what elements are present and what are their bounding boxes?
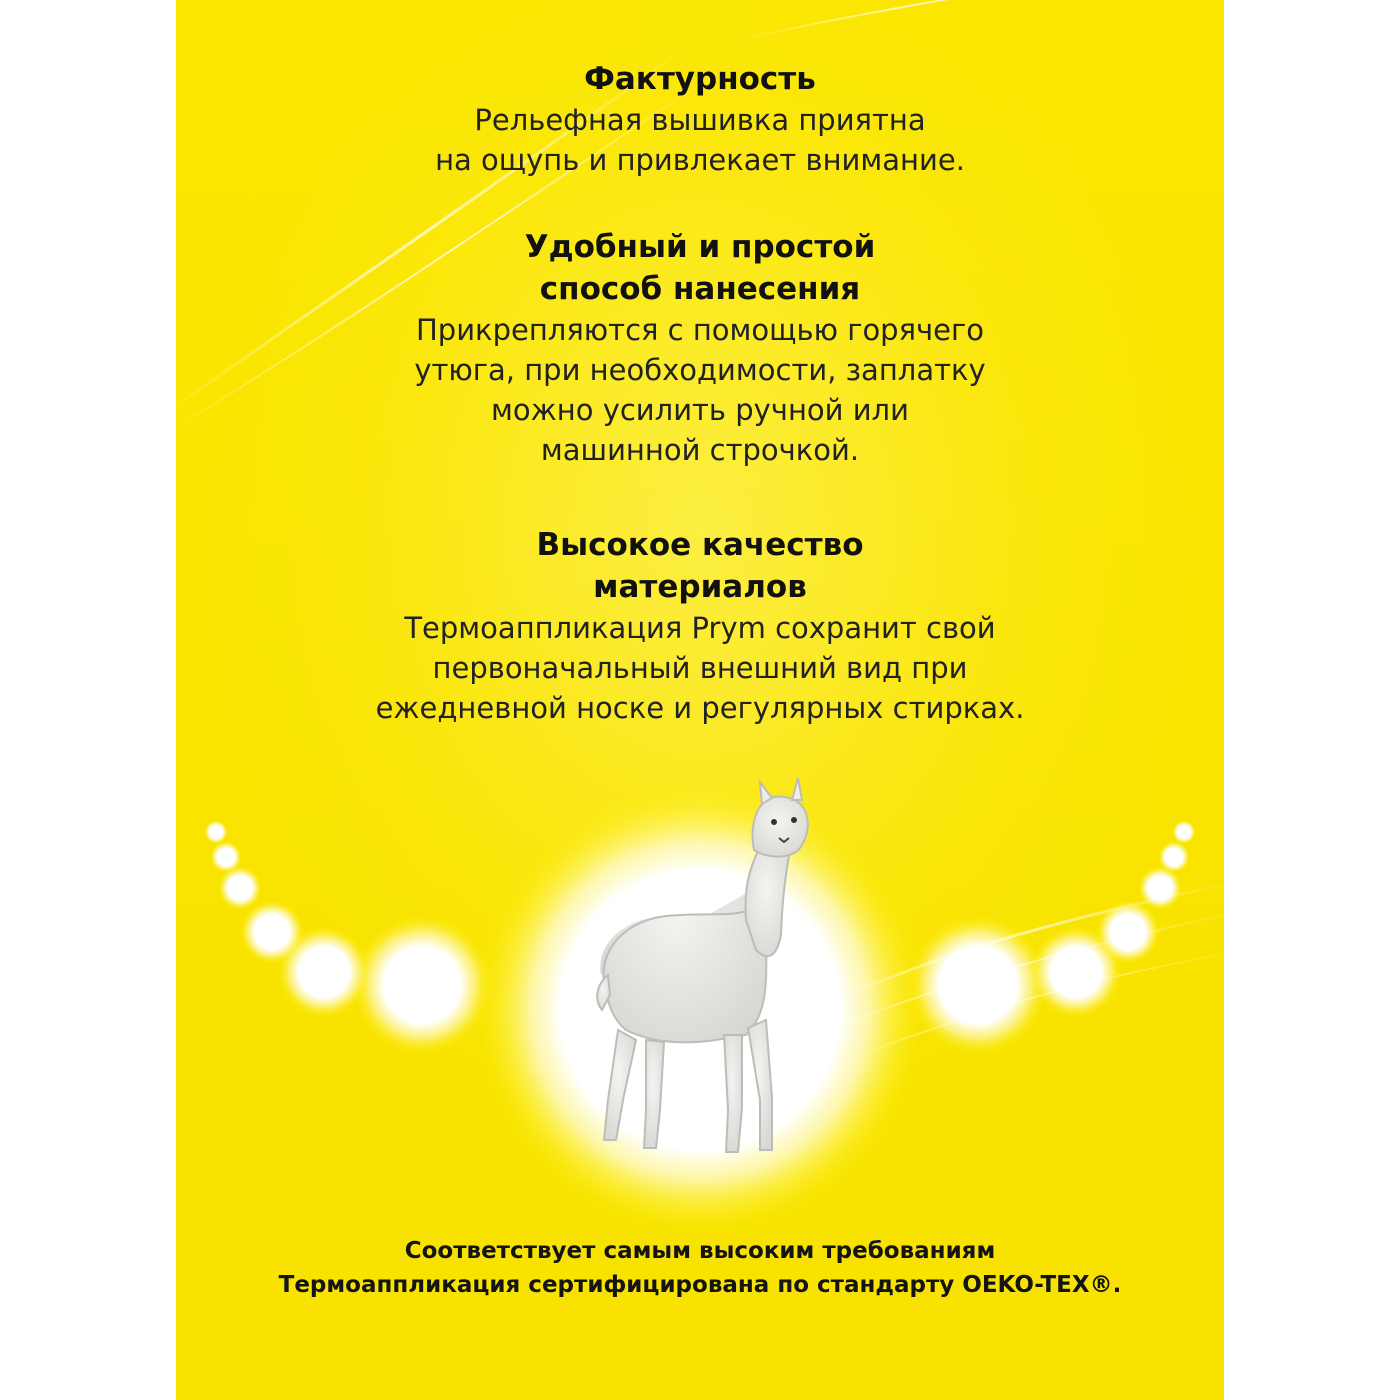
heading-line: Фактурность bbox=[584, 61, 816, 97]
heading-line: Удобный и простой bbox=[524, 229, 876, 265]
heading-line: материалов bbox=[593, 569, 807, 605]
body-line: Прикрепляются с помощью горячего bbox=[416, 313, 984, 347]
certification-footer bbox=[176, 1234, 1224, 1302]
glow-orb bbox=[1172, 820, 1196, 844]
body-line: Рельефная вышивка приятна bbox=[474, 103, 926, 137]
glow-orb bbox=[1158, 841, 1190, 873]
body-line: можно усилить ручной или bbox=[491, 393, 909, 427]
product-info-card bbox=[176, 0, 1224, 1400]
glow-orb bbox=[204, 820, 228, 844]
footer-line: Термоаппликация сертифицирована по стандарту OEKO-TEX®. bbox=[278, 1272, 1122, 1298]
body-line: утюга, при необходимости, заплатку bbox=[414, 353, 986, 387]
glow-orb bbox=[240, 900, 304, 964]
glow-orb bbox=[1096, 900, 1160, 964]
footer-line: Соответствует самым высоким требованиям bbox=[404, 1238, 996, 1264]
body-line: Термоаппликация Prym сохранит свой bbox=[404, 611, 996, 645]
heading-line: Высокое качество bbox=[536, 527, 864, 563]
heading-line: способ нанесения bbox=[539, 271, 861, 307]
glow-orb bbox=[210, 841, 242, 873]
body-line: машинной строчкой. bbox=[540, 433, 860, 467]
body-line: на ощупь и привлекает внимание. bbox=[435, 143, 965, 177]
body-line: ежедневной носке и регулярных стирках. bbox=[375, 691, 1025, 725]
glow-orb bbox=[352, 915, 492, 1055]
body-line: первоначальный внешний вид при bbox=[432, 651, 968, 685]
glow-orb bbox=[908, 915, 1048, 1055]
glow-orbs-decoration bbox=[176, 0, 1224, 1400]
